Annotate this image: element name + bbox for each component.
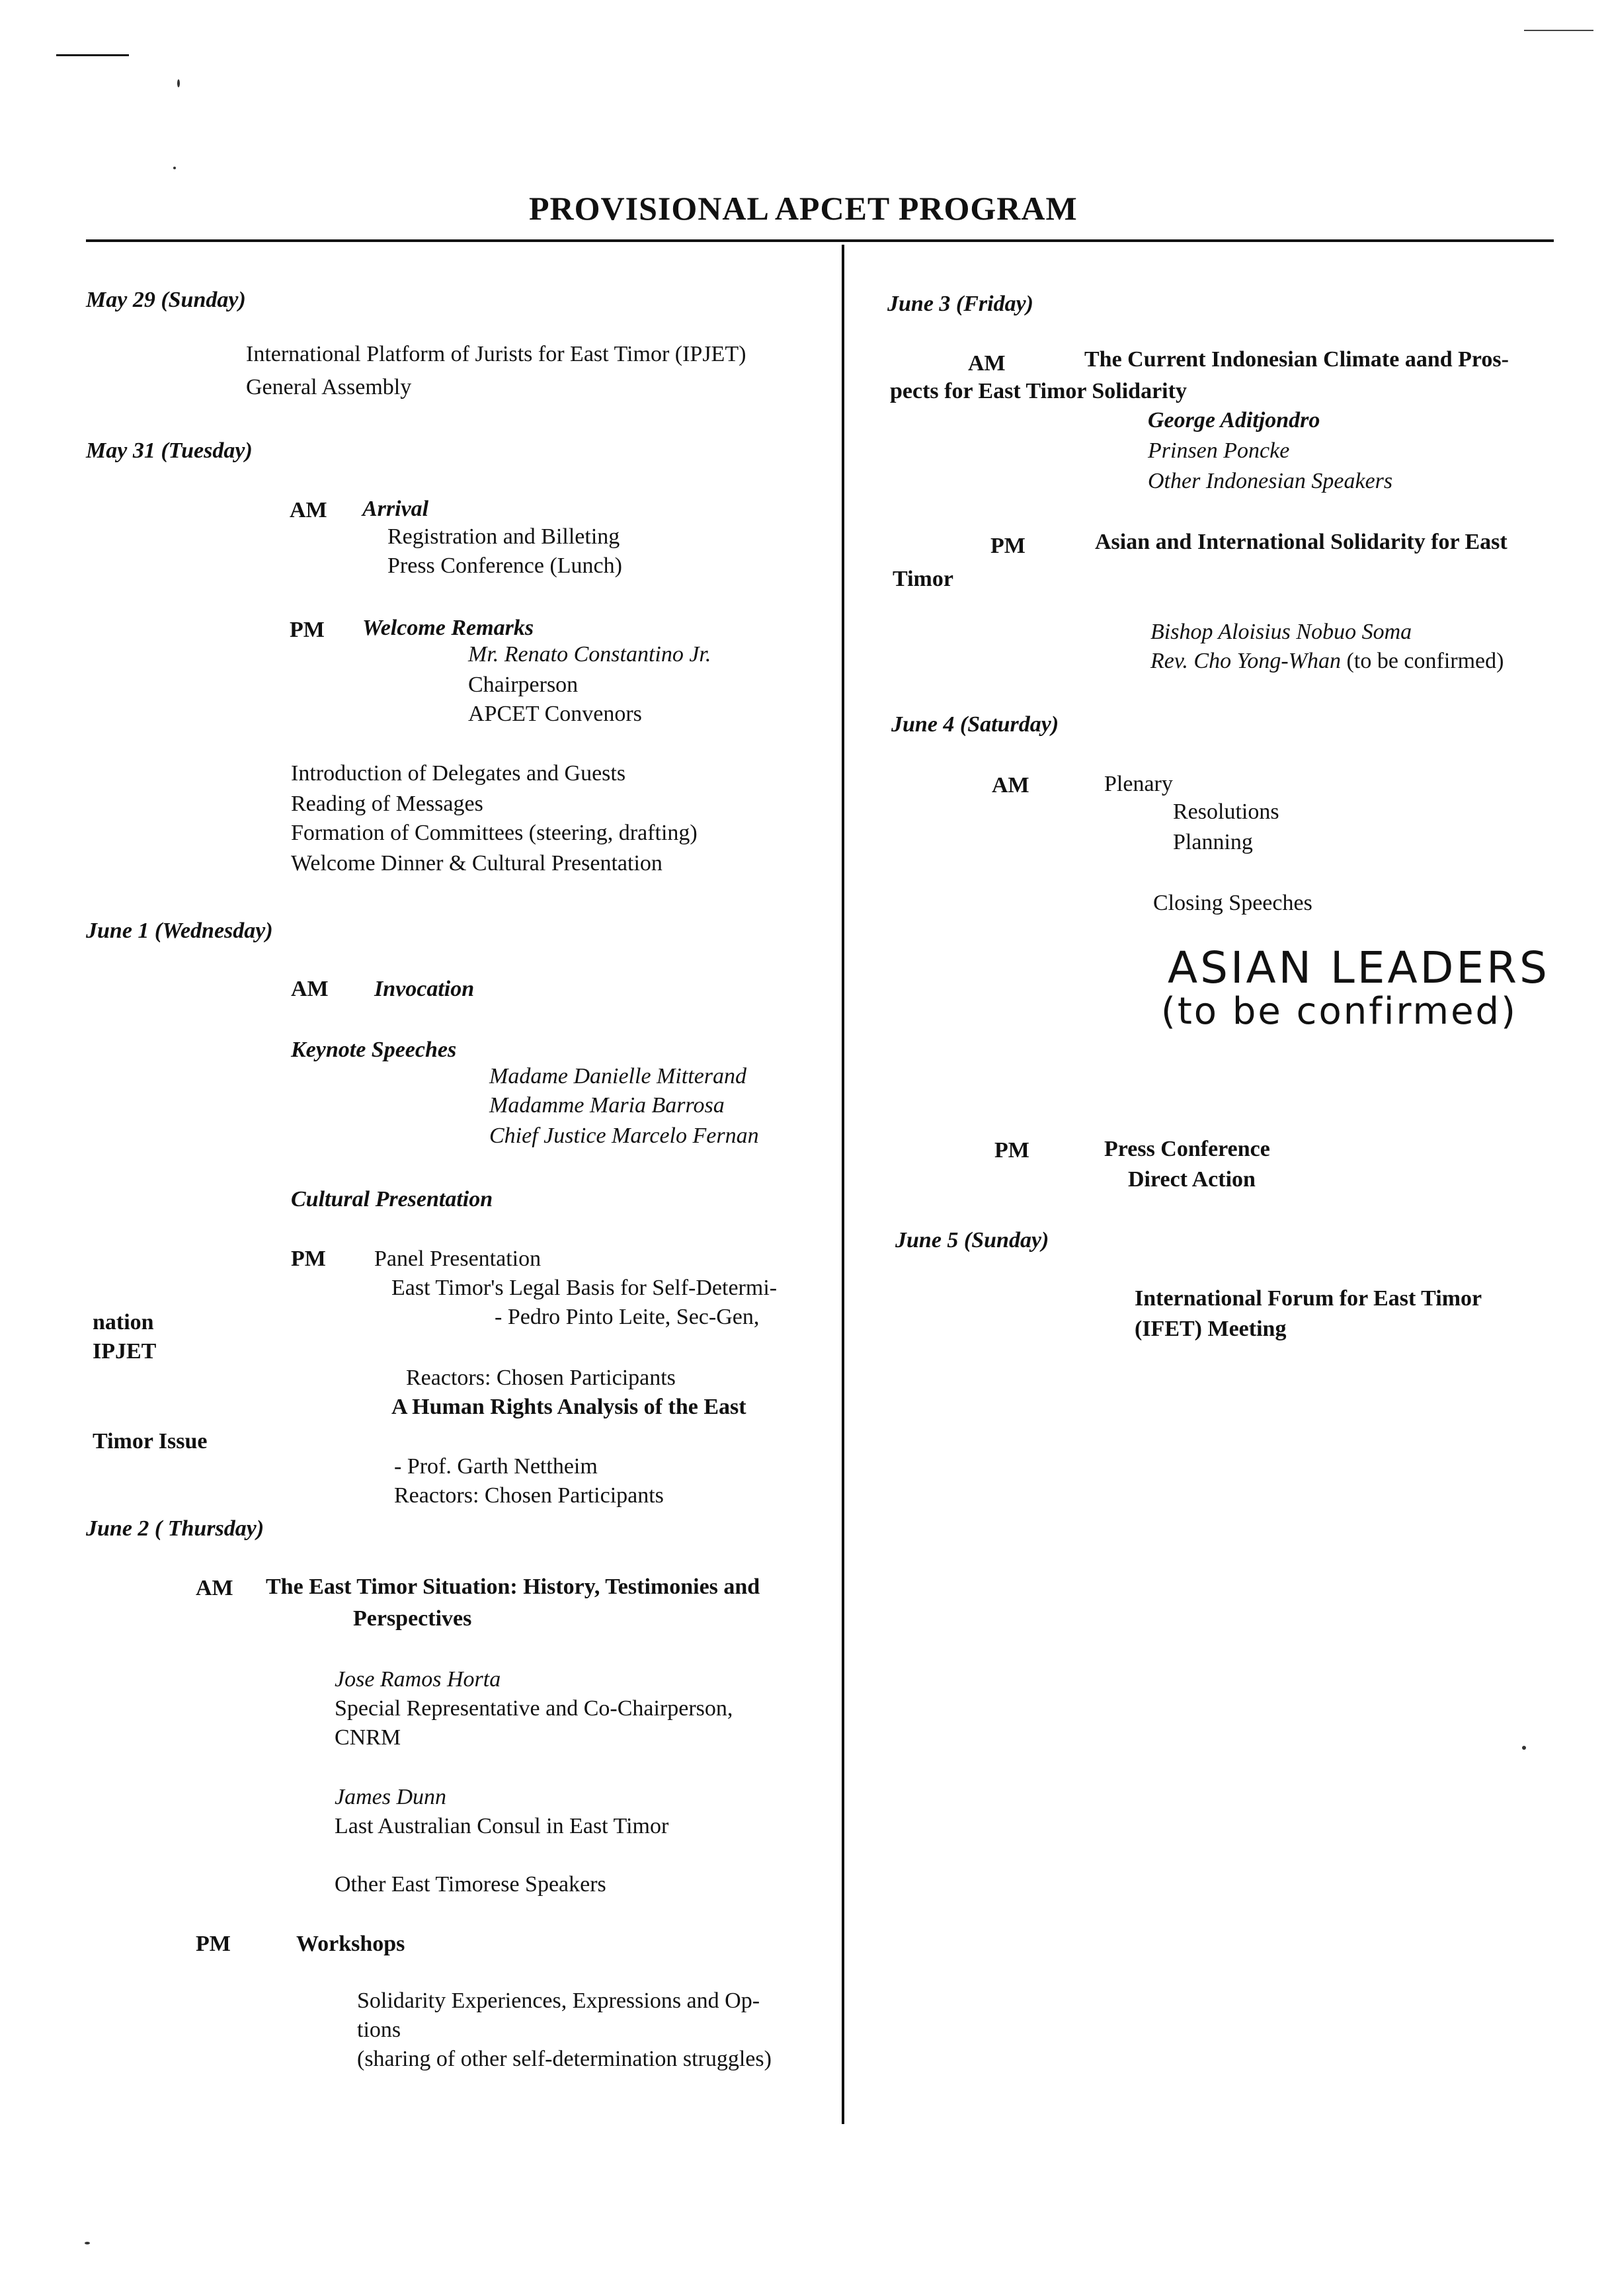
ipjet-line-1: International Platform of Jurists for East Timor (IPJET): [246, 342, 746, 366]
situation-line-1: The East Timor Situation: History, Testimonies and: [266, 1575, 760, 1599]
human-rights-line-2: Timor Issue: [93, 1429, 208, 1454]
ifet-line-2: (IFET) Meeting: [1135, 1317, 1287, 1341]
resolutions-item: Resolutions: [1173, 800, 1279, 824]
invocation-heading: Invocation: [374, 977, 475, 1001]
press-conference-june4: Press Conference: [1104, 1137, 1270, 1161]
asian-solidarity-line-1: Asian and International Solidarity for East: [1095, 530, 1508, 554]
date-june-4: June 4 (Saturday): [891, 712, 1059, 737]
solidarity-line-1: Solidarity Experiences, Expressions and Op-: [357, 1988, 760, 2013]
intro-delegates-item: Introduction of Delegates and Guests: [291, 761, 626, 786]
scan-speck: [177, 79, 180, 87]
speaker-horta: Jose Ramos Horta: [335, 1667, 501, 1692]
plenary-heading: Plenary: [1104, 772, 1173, 796]
column-divider: [842, 245, 844, 2124]
speaker-aditjondro: George Aditjondro: [1148, 408, 1320, 432]
handwritten-asian-leaders: ASIAN LEADERS: [1168, 942, 1550, 993]
june4-am-label: AM: [992, 773, 1029, 798]
june1-pm-label: PM: [291, 1247, 326, 1271]
welcome-dinner-item: Welcome Dinner & Cultural Presentation: [291, 851, 663, 876]
speaker-leite: - Pedro Pinto Leite, Sec-Gen,: [495, 1305, 760, 1329]
climate-line-2: pects for East Timor Solidarity: [890, 379, 1187, 403]
keynote-fernan: Chief Justice Marcelo Fernan: [489, 1124, 759, 1148]
solidarity-line-2: tions: [357, 2018, 401, 2042]
other-speakers: Other East Timorese Speakers: [335, 1872, 606, 1897]
speaker-constantino: Mr. Renato Constantino Jr.: [468, 642, 711, 667]
press-conference-item: Press Conference (Lunch): [387, 554, 622, 578]
panel-presentation-item: Panel Presentation: [374, 1247, 542, 1271]
legal-basis-line-2: nation: [93, 1310, 154, 1334]
reactors-2: Reactors: Chosen Participants: [394, 1483, 664, 1508]
arrival-heading: Arrival: [362, 497, 429, 521]
formation-committees-item: Formation of Committees (steering, drafting): [291, 821, 698, 845]
ipjet-line-2: General Assembly: [246, 375, 412, 399]
speaker-cho-name: Rev. Cho Yong-Whan: [1150, 649, 1342, 673]
scan-mark-top-left: [56, 54, 129, 56]
speaker-cho: [1150, 648, 1504, 675]
human-rights-line-1: A Human Rights Analysis of the East: [391, 1395, 746, 1419]
asian-solidarity-line-2: Timor: [893, 567, 953, 591]
title-rule: [86, 239, 1554, 242]
may31-pm-label: PM: [290, 618, 325, 642]
date-june-3: June 3 (Friday): [887, 292, 1033, 316]
speaker-indonesian: Other Indonesian Speakers: [1148, 469, 1393, 493]
planning-item: Planning: [1173, 830, 1253, 854]
legal-basis-line-1: East Timor's Legal Basis for Self-Determi-: [391, 1276, 778, 1300]
dunn-role: Last Australian Consul in East Timor: [335, 1814, 669, 1838]
speaker-cho-note: (to be confirmed): [1346, 649, 1504, 673]
may31-am-label: AM: [290, 498, 327, 522]
june1-am-label: AM: [291, 977, 329, 1001]
reading-messages-item: Reading of Messages: [291, 792, 483, 816]
date-june-2: June 2 ( Thursday): [86, 1516, 264, 1541]
date-may-29: May 29 (Sunday): [86, 288, 246, 312]
june2-pm-label: PM: [196, 1932, 231, 1956]
june2-am-label: AM: [196, 1576, 233, 1600]
workshops-heading: Workshops: [296, 1932, 405, 1956]
keynote-mitterand: Madame Danielle Mitterand: [489, 1064, 747, 1088]
reactors-1: Reactors: Chosen Participants: [406, 1366, 676, 1390]
horta-role: Special Representative and Co-Chairperson,: [335, 1696, 733, 1721]
speaker-dunn: James Dunn: [335, 1785, 447, 1809]
keynote-heading: Keynote Speeches: [291, 1038, 457, 1062]
cultural-presentation-heading: Cultural Presentation: [291, 1187, 493, 1211]
date-may-31: May 31 (Tuesday): [86, 438, 253, 463]
welcome-remarks-heading: Welcome Remarks: [362, 616, 534, 640]
closing-speeches-item: Closing Speeches: [1153, 891, 1312, 915]
registration-item: Registration and Billeting: [387, 524, 620, 549]
speaker-convenors: APCET Convenors: [468, 702, 642, 726]
keynote-barrosa: Madamme Maria Barrosa: [489, 1093, 725, 1118]
june3-pm-label: PM: [990, 534, 1025, 558]
speaker-leite-org: IPJET: [93, 1339, 157, 1364]
situation-line-2: Perspectives: [353, 1606, 472, 1631]
scan-speck: [85, 2242, 90, 2244]
handwritten-to-be-confirmed: (to be confirmed): [1161, 990, 1517, 1033]
solidarity-line-3: (sharing of other self-determination struggles): [357, 2047, 772, 2071]
speaker-poncke: Prinsen Poncke: [1148, 438, 1290, 463]
speaker-soma: Bishop Aloisius Nobuo Soma: [1150, 620, 1412, 644]
scan-mark-top-right: [1524, 30, 1593, 31]
date-june-1: June 1 (Wednesday): [86, 919, 273, 943]
scan-speck: [1522, 1746, 1526, 1750]
june4-pm-label: PM: [994, 1138, 1029, 1163]
june3-am-label: AM: [968, 351, 1006, 376]
climate-line-1: The Current Indonesian Climate aand Pros-: [1084, 347, 1509, 372]
horta-org: CNRM: [335, 1725, 401, 1750]
scan-speck: [173, 167, 176, 169]
page-title: PROVISIONAL APCET PROGRAM: [529, 190, 1078, 227]
date-june-5: June 5 (Sunday): [895, 1228, 1049, 1252]
direct-action-item: Direct Action: [1128, 1167, 1256, 1192]
speaker-nettheim: - Prof. Garth Nettheim: [394, 1454, 598, 1479]
ifet-line-1: International Forum for East Timor: [1135, 1286, 1482, 1311]
speaker-chairperson: Chairperson: [468, 673, 579, 697]
